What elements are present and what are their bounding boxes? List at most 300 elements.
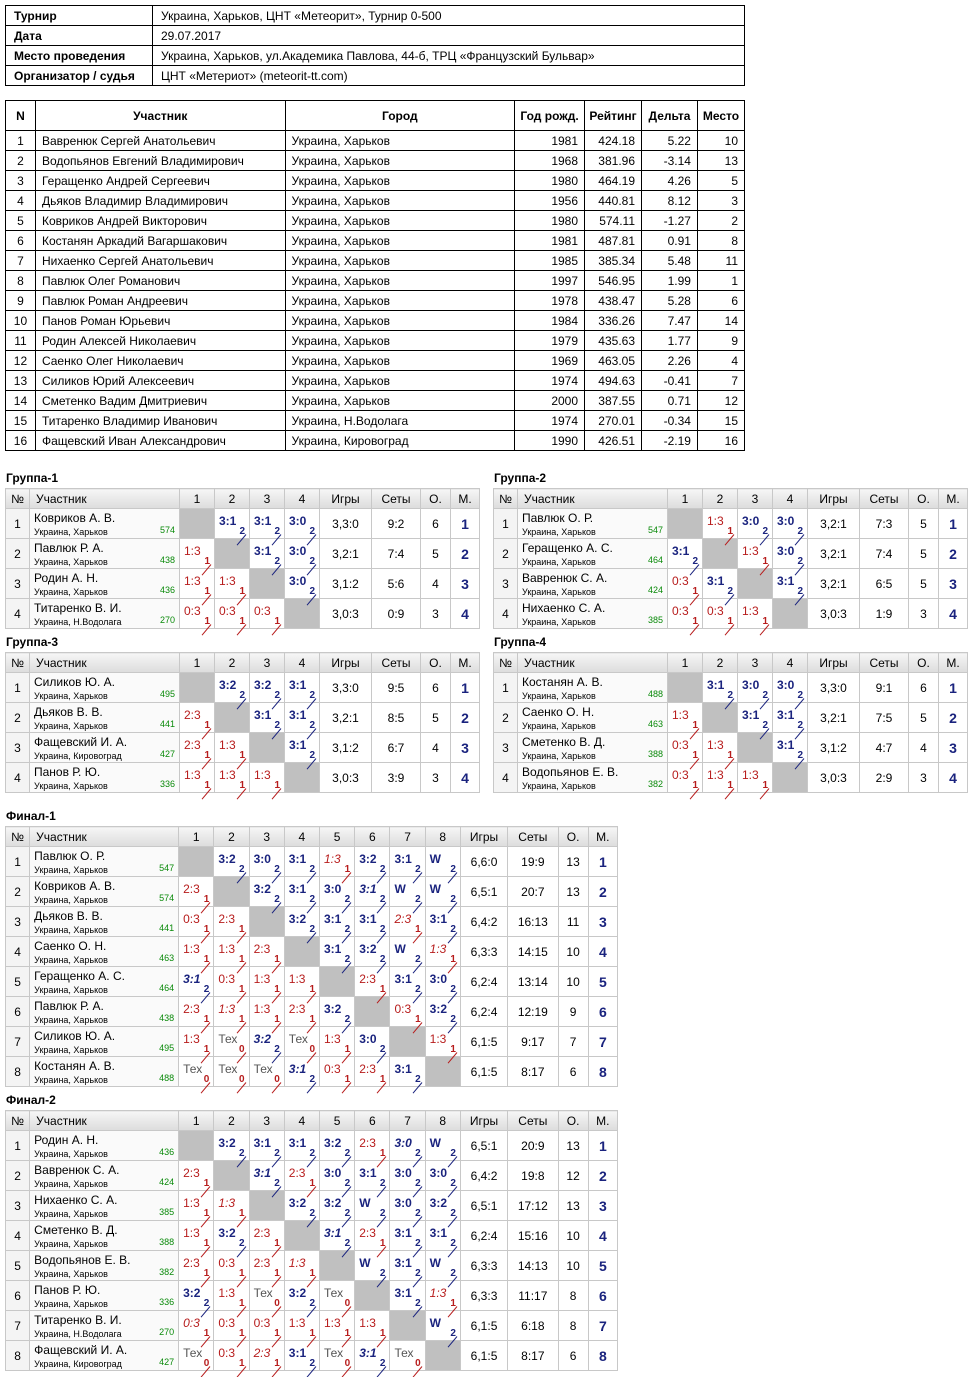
match-score: 3:2 bbox=[218, 1225, 236, 1240]
match-points: 2 bbox=[379, 1043, 386, 1055]
player-name: Родин А. Н. bbox=[34, 571, 99, 585]
match-score: 3:1 bbox=[394, 1225, 412, 1240]
match-points: 2 bbox=[797, 689, 803, 701]
match-result-cell bbox=[250, 673, 285, 703]
standings-col-header: № bbox=[6, 653, 30, 673]
player-games: 3,0:3 bbox=[320, 599, 372, 629]
participant-row bbox=[6, 211, 745, 231]
match-result-cell bbox=[355, 907, 390, 937]
match-score: 2:3 bbox=[359, 1061, 376, 1076]
match-score: W bbox=[429, 1315, 441, 1330]
self-match-cell bbox=[390, 1311, 425, 1341]
match-result bbox=[355, 1342, 389, 1370]
standings-row bbox=[6, 673, 480, 703]
participant-n: 16 bbox=[6, 431, 36, 451]
match-points: 2 bbox=[239, 863, 245, 875]
match-result-cell bbox=[249, 997, 284, 1027]
match-score: 3:2 bbox=[219, 677, 237, 692]
match-score: 3:1 bbox=[777, 737, 795, 752]
match-points: 1 bbox=[309, 1267, 315, 1279]
standings-col-header: Сеты bbox=[372, 489, 421, 509]
info-label: Место проведения bbox=[6, 46, 153, 66]
player-name: Сметенко В. Д. bbox=[522, 735, 606, 749]
match-result bbox=[426, 1162, 460, 1190]
match-result bbox=[179, 1192, 213, 1220]
standings-col-header: Игры bbox=[808, 489, 860, 509]
standings-col-header: Участник bbox=[30, 489, 180, 509]
standings-col-header: 2 bbox=[215, 489, 250, 509]
standings-row bbox=[6, 1251, 618, 1281]
player-name: Титаренко В. И. bbox=[34, 601, 122, 615]
participant-place: 1 bbox=[697, 271, 744, 291]
player-name: Панов Р. Ю. bbox=[34, 765, 101, 779]
match-score: 0:3 bbox=[324, 1061, 341, 1076]
participant-rating: 440.81 bbox=[585, 191, 642, 211]
standings-table bbox=[493, 488, 968, 629]
match-result bbox=[738, 510, 772, 538]
participant-row bbox=[6, 191, 745, 211]
match-result-cell bbox=[249, 1057, 284, 1087]
match-points: 2 bbox=[415, 1207, 421, 1219]
match-result-cell bbox=[355, 967, 390, 997]
match-result-cell bbox=[285, 569, 320, 599]
standings-col-header: 4 bbox=[773, 653, 808, 673]
match-result-cell bbox=[320, 1191, 355, 1221]
match-result bbox=[738, 704, 772, 732]
standings-row bbox=[6, 1191, 618, 1221]
match-result-cell bbox=[668, 569, 703, 599]
player-place: 1 bbox=[939, 673, 968, 703]
final-2-title: Финал-2 bbox=[6, 1093, 56, 1107]
self-match-cell bbox=[390, 1027, 425, 1057]
match-score: 3:1 bbox=[219, 513, 237, 528]
match-score: 3:1 bbox=[288, 1061, 307, 1076]
match-score: 3:1 bbox=[777, 573, 795, 588]
match-points: 2 bbox=[450, 923, 456, 935]
match-score: 3:0 bbox=[742, 677, 760, 692]
match-result-cell bbox=[284, 1311, 319, 1341]
col-header-city: Город bbox=[285, 101, 515, 131]
player-cell bbox=[30, 733, 180, 763]
player-city: Украина, Харьков bbox=[34, 721, 108, 731]
match-score: 3:1 bbox=[289, 677, 307, 692]
standings-col-header: Сеты bbox=[508, 1111, 558, 1131]
standings-row bbox=[6, 967, 618, 997]
match-result bbox=[285, 1058, 319, 1086]
player-games: 3,3:0 bbox=[320, 509, 372, 539]
player-place: 1 bbox=[588, 847, 617, 877]
standings-row bbox=[6, 847, 618, 877]
player-rating: 547 bbox=[159, 863, 175, 873]
player-points: 8 bbox=[558, 1311, 588, 1341]
standings-col-header: Игры bbox=[460, 827, 507, 847]
match-points: 2 bbox=[309, 1207, 315, 1219]
match-result bbox=[355, 848, 389, 876]
match-score: 1:3 bbox=[324, 1031, 341, 1046]
participant-delta: -0.34 bbox=[642, 411, 698, 431]
participant-place: 3 bbox=[697, 191, 744, 211]
match-score: 3:2 bbox=[359, 941, 377, 956]
match-score: 3:0 bbox=[777, 677, 795, 692]
match-result bbox=[214, 1192, 248, 1220]
participant-place: 5 bbox=[697, 171, 744, 191]
info-row-organizer bbox=[6, 66, 745, 86]
match-result bbox=[703, 764, 737, 792]
match-score: 3:1 bbox=[288, 881, 307, 896]
player-games: 3,1:2 bbox=[320, 733, 372, 763]
player-number: 8 bbox=[6, 1057, 30, 1087]
standings-row bbox=[494, 509, 968, 539]
standings-col-header: 4 bbox=[285, 489, 320, 509]
match-points: 1 bbox=[450, 953, 456, 965]
participant-rating: 494.63 bbox=[585, 371, 642, 391]
standings-col-header: 3 bbox=[249, 827, 284, 847]
match-result bbox=[703, 570, 737, 598]
player-place: 5 bbox=[588, 967, 617, 997]
match-score: 1:3 bbox=[324, 851, 341, 866]
match-score: 3:0 bbox=[429, 1165, 447, 1180]
match-result-cell bbox=[425, 1221, 460, 1251]
match-result-cell bbox=[738, 703, 773, 733]
match-points: 1 bbox=[274, 953, 280, 965]
standings-col-header: 3 bbox=[738, 653, 773, 673]
match-result-cell bbox=[320, 877, 355, 907]
standings-row bbox=[6, 1341, 618, 1371]
match-result-cell bbox=[320, 1131, 355, 1161]
match-result bbox=[215, 674, 249, 702]
group-2-table bbox=[493, 488, 966, 629]
participant-delta: 0.91 bbox=[642, 231, 698, 251]
player-cell bbox=[30, 703, 180, 733]
match-points: 2 bbox=[415, 893, 421, 905]
match-result-cell bbox=[320, 1341, 355, 1371]
match-result-cell bbox=[355, 1311, 390, 1341]
match-points: 1 bbox=[309, 1177, 315, 1189]
match-result bbox=[320, 1192, 354, 1220]
participant-city: Украина, Харьков bbox=[285, 291, 515, 311]
player-points: 4 bbox=[421, 733, 451, 763]
match-score: 1:3 bbox=[183, 1195, 200, 1210]
match-score: 3:2 bbox=[359, 851, 377, 866]
match-points: 2 bbox=[274, 1043, 280, 1055]
group-3-title: Группа-3 bbox=[6, 635, 59, 649]
match-result-cell bbox=[179, 1221, 214, 1251]
match-result bbox=[285, 878, 319, 906]
standings-col-header: № bbox=[6, 827, 30, 847]
player-number: 5 bbox=[6, 1251, 30, 1281]
match-result bbox=[703, 734, 737, 762]
self-match-cell bbox=[249, 1191, 284, 1221]
player-games: 3,0:3 bbox=[320, 763, 372, 793]
match-score: 1:3 bbox=[288, 971, 306, 986]
match-score: 0:3 bbox=[218, 1255, 236, 1270]
player-number: 1 bbox=[6, 847, 30, 877]
match-result-cell bbox=[355, 847, 390, 877]
match-score: 3:1 bbox=[707, 677, 725, 692]
match-result bbox=[214, 1058, 248, 1086]
match-result bbox=[285, 1192, 319, 1220]
player-name: Нихаенко С. А. bbox=[34, 1193, 118, 1207]
match-result bbox=[214, 1252, 248, 1280]
match-result-cell bbox=[179, 1191, 214, 1221]
match-result bbox=[355, 938, 389, 966]
match-points: 2 bbox=[379, 953, 386, 965]
match-result bbox=[320, 998, 354, 1026]
player-sets: 4:7 bbox=[860, 733, 909, 763]
match-points: 2 bbox=[309, 719, 315, 731]
match-points: 0 bbox=[239, 1043, 245, 1055]
match-result-cell bbox=[284, 1161, 319, 1191]
match-result bbox=[250, 764, 284, 792]
player-points: 5 bbox=[909, 509, 939, 539]
match-score: 1:3 bbox=[218, 1001, 236, 1016]
match-result bbox=[250, 878, 284, 906]
match-result-cell bbox=[284, 877, 319, 907]
player-rating: 464 bbox=[647, 555, 663, 565]
match-points: 2 bbox=[379, 923, 386, 935]
standings-table bbox=[493, 652, 968, 793]
standings-row bbox=[494, 539, 968, 569]
match-points: 2 bbox=[415, 1073, 421, 1085]
match-points: 1 bbox=[727, 749, 733, 761]
match-result bbox=[320, 1162, 354, 1190]
player-sets: 5:6 bbox=[372, 569, 421, 599]
match-result-cell bbox=[249, 877, 284, 907]
match-result bbox=[320, 1282, 354, 1310]
participant-city: Украина, Кировоград bbox=[285, 431, 515, 451]
standings-col-header: Участник bbox=[30, 827, 179, 847]
match-result bbox=[214, 998, 248, 1026]
match-points: 2 bbox=[415, 983, 421, 995]
match-points: 2 bbox=[797, 555, 803, 567]
player-sets: 19:9 bbox=[508, 847, 558, 877]
match-score: 3:1 bbox=[359, 881, 377, 896]
standings-table bbox=[5, 488, 480, 629]
match-result-cell bbox=[250, 599, 285, 629]
match-result bbox=[426, 998, 460, 1026]
match-result-cell bbox=[249, 847, 284, 877]
match-result bbox=[320, 908, 354, 936]
col-header-delta: Дельта bbox=[642, 101, 698, 131]
match-points: 2 bbox=[274, 525, 280, 537]
player-number: 5 bbox=[6, 967, 30, 997]
participant-city: Украина, Харьков bbox=[285, 311, 515, 331]
self-match-cell bbox=[320, 1251, 355, 1281]
standings-row bbox=[494, 673, 968, 703]
player-number: 7 bbox=[6, 1027, 30, 1057]
match-points: 1 bbox=[274, 983, 280, 995]
match-score: 3:1 bbox=[289, 737, 307, 752]
participant-birth-year: 1981 bbox=[515, 231, 585, 251]
standings-row bbox=[6, 1027, 618, 1057]
player-sets: 9:5 bbox=[372, 673, 421, 703]
participant-city: Украина, Харьков bbox=[285, 171, 515, 191]
match-score: Тех bbox=[288, 1031, 308, 1046]
match-score: W bbox=[359, 1255, 371, 1270]
participant-delta: 5.22 bbox=[642, 131, 698, 151]
match-points: 0 bbox=[274, 1073, 280, 1085]
match-result bbox=[215, 600, 249, 628]
match-points: 2 bbox=[379, 1357, 386, 1369]
standings-col-header: Игры bbox=[460, 1111, 507, 1131]
match-result bbox=[390, 1192, 424, 1220]
standings-col-header: 6 bbox=[355, 1111, 390, 1131]
match-result-cell bbox=[179, 1027, 214, 1057]
match-score: 0:3 bbox=[218, 971, 236, 986]
match-points: 1 bbox=[415, 923, 421, 935]
match-points: 2 bbox=[415, 1177, 421, 1189]
self-match-cell bbox=[425, 1341, 460, 1371]
self-match-cell bbox=[668, 673, 703, 703]
player-cell bbox=[30, 1131, 179, 1161]
match-points: 2 bbox=[344, 893, 351, 905]
player-games: 6,3:3 bbox=[460, 937, 507, 967]
match-points: 2 bbox=[309, 1147, 315, 1159]
match-result-cell bbox=[214, 907, 249, 937]
player-place: 4 bbox=[939, 599, 968, 629]
player-city: Украина, Харьков bbox=[34, 1239, 108, 1249]
match-result bbox=[668, 764, 702, 792]
match-result-cell bbox=[390, 1221, 425, 1251]
player-place: 2 bbox=[588, 877, 617, 907]
match-points: 1 bbox=[204, 749, 210, 761]
match-score: 3:1 bbox=[253, 1165, 271, 1180]
self-match-cell bbox=[284, 937, 319, 967]
standings-header-row bbox=[6, 827, 618, 847]
match-result bbox=[214, 938, 248, 966]
match-score: 3:1 bbox=[288, 851, 307, 866]
participant-birth-year: 1956 bbox=[515, 191, 585, 211]
match-score: 3:1 bbox=[394, 971, 412, 986]
participant-row bbox=[6, 131, 745, 151]
player-games: 3,2:1 bbox=[808, 539, 860, 569]
match-points: 1 bbox=[204, 615, 210, 627]
participant-delta: 2.26 bbox=[642, 351, 698, 371]
player-number: 3 bbox=[6, 569, 30, 599]
self-match-cell bbox=[180, 673, 215, 703]
standings-col-header: 1 bbox=[179, 827, 214, 847]
standings-header-row bbox=[6, 489, 480, 509]
player-games: 6,1:5 bbox=[460, 1027, 507, 1057]
participant-delta: 4.26 bbox=[642, 171, 698, 191]
match-result bbox=[285, 848, 319, 876]
match-result bbox=[179, 1252, 213, 1280]
match-points: 1 bbox=[239, 1013, 245, 1025]
standings-col-header: 3 bbox=[249, 1111, 284, 1131]
match-score: 1:3 bbox=[219, 737, 236, 752]
match-result-cell bbox=[215, 599, 250, 629]
match-points: 0 bbox=[344, 1357, 351, 1369]
final-2-table bbox=[5, 1110, 618, 1371]
self-match-cell bbox=[668, 509, 703, 539]
match-score: 2:3 bbox=[359, 1225, 376, 1240]
match-points: 0 bbox=[203, 1357, 210, 1369]
player-sets: 7:5 bbox=[860, 703, 909, 733]
match-score: 3:0 bbox=[429, 971, 447, 986]
standings-col-header: № bbox=[494, 653, 518, 673]
participant-delta: 0.71 bbox=[642, 391, 698, 411]
player-points: 5 bbox=[909, 703, 939, 733]
player-name: Сметенко В. Д. bbox=[34, 1223, 118, 1237]
match-points: 2 bbox=[203, 983, 210, 995]
standings-row bbox=[6, 1311, 618, 1341]
match-score: 1:3 bbox=[429, 1031, 447, 1046]
participant-city: Украина, Харьков bbox=[285, 231, 515, 251]
match-result-cell bbox=[284, 1251, 319, 1281]
participant-place: 9 bbox=[697, 331, 744, 351]
match-result bbox=[668, 570, 702, 598]
participant-row bbox=[6, 291, 745, 311]
match-result-cell bbox=[390, 1281, 425, 1311]
player-name: Вавренюк С. А. bbox=[34, 1163, 120, 1177]
player-number: 4 bbox=[6, 937, 30, 967]
player-rating: 424 bbox=[159, 1177, 175, 1187]
player-city: Украина, Харьков bbox=[34, 1149, 108, 1159]
match-result-cell bbox=[214, 847, 249, 877]
player-city: Украина, Харьков bbox=[34, 1075, 108, 1085]
standings-row bbox=[494, 599, 968, 629]
match-result-cell bbox=[425, 1281, 460, 1311]
player-points: 9 bbox=[558, 997, 588, 1027]
participant-n: 4 bbox=[6, 191, 36, 211]
match-result bbox=[426, 968, 460, 996]
match-result-cell bbox=[180, 539, 215, 569]
participant-city: Украина, Харьков bbox=[285, 371, 515, 391]
participant-birth-year: 1981 bbox=[515, 131, 585, 151]
match-points: 2 bbox=[274, 555, 280, 567]
match-points: 2 bbox=[309, 863, 315, 875]
player-games: 6,2:4 bbox=[460, 967, 507, 997]
player-name: Саенко О. Н. bbox=[34, 939, 107, 953]
player-cell bbox=[518, 509, 668, 539]
match-points: 2 bbox=[415, 953, 421, 965]
player-sets: 16:13 bbox=[508, 907, 558, 937]
player-place: 3 bbox=[451, 569, 480, 599]
participant-place: 2 bbox=[697, 211, 744, 231]
match-score: 2:3 bbox=[184, 737, 201, 752]
match-score: 3:0 bbox=[359, 1031, 377, 1046]
match-result bbox=[214, 1282, 248, 1310]
participant-name: Геращенко Андрей Сергеевич bbox=[35, 171, 285, 191]
match-result bbox=[355, 1222, 389, 1250]
match-result-cell bbox=[320, 1027, 355, 1057]
match-points: 2 bbox=[762, 525, 768, 537]
match-result-cell bbox=[738, 763, 773, 793]
match-result bbox=[215, 510, 249, 538]
player-cell bbox=[518, 703, 668, 733]
match-result bbox=[285, 1252, 319, 1280]
self-match-cell bbox=[249, 907, 284, 937]
participant-rating: 464.19 bbox=[585, 171, 642, 191]
match-points: 2 bbox=[379, 1267, 386, 1279]
player-city: Украина, Харьков bbox=[34, 1209, 108, 1219]
match-result-cell bbox=[284, 1027, 319, 1057]
participant-n: 3 bbox=[6, 171, 36, 191]
player-cell bbox=[30, 997, 179, 1027]
match-points: 1 bbox=[204, 779, 210, 791]
participant-row bbox=[6, 151, 745, 171]
match-result bbox=[320, 1312, 354, 1340]
self-match-cell bbox=[355, 1281, 390, 1311]
match-result-cell bbox=[738, 599, 773, 629]
participant-row bbox=[6, 271, 745, 291]
match-score: 3:2 bbox=[183, 1285, 201, 1300]
player-sets: 8:17 bbox=[508, 1057, 558, 1087]
match-points: 2 bbox=[727, 689, 733, 701]
match-score: 2:3 bbox=[394, 911, 412, 926]
match-result bbox=[390, 1252, 424, 1280]
participant-name: Родин Алексей Николаевич bbox=[35, 331, 285, 351]
